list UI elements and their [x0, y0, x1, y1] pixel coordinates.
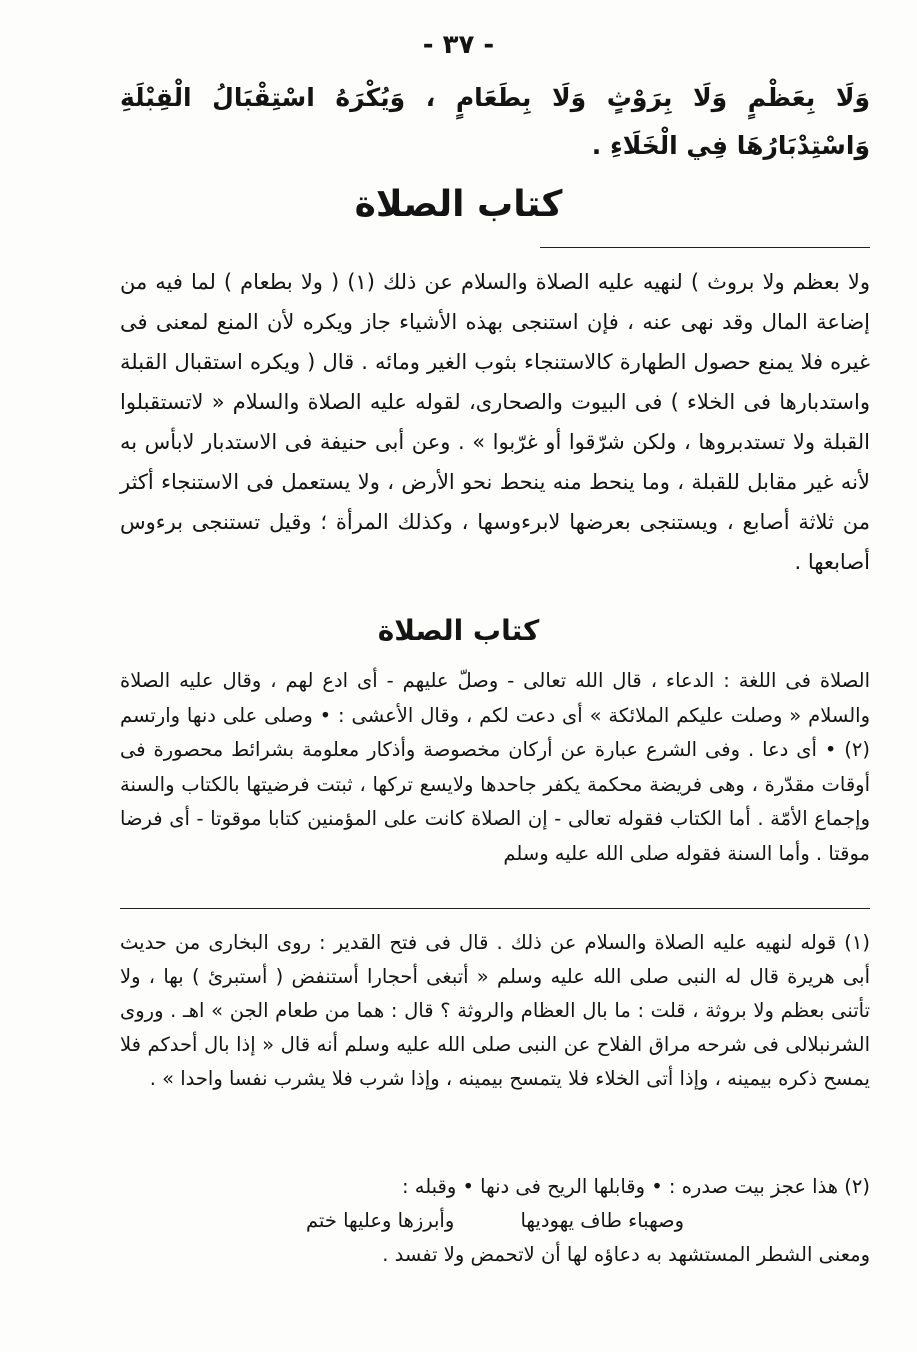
footnote-2-closing: ومعنى الشطر المستشهد به دعاؤه لها أن لاتحمض ولا تفسد . — [382, 1243, 870, 1266]
poetry-verse — [120, 1204, 870, 1238]
commentary-paragraph-2: الصلاة فى اللغة : الدعاء ، قال الله تعالى - وصلّ عليهم - أى ادع لهم ، وقال عليه الصلاة والسلام « وصلت عليكم الملائكة » أى دعت لكم ، وقال الأعشى : • وصلى على دنها وارتسم (٢) • أى دعا . وفى الشرع عبارة عن أركان مخصوصة وأذكار معلومة بشرائط محصورة فى أوقات مقدّرة ، وهى فريضة محكمة يكفر جاحدها ولايسع تركها ، ثبتت فرضيتها بالكتاب والسنة وإجماع الأمّة . أما الكتاب فقوله تعالى - إن الصلاة كانت على المؤمنين كتابا موقوتا - أى فرضا موقتا . وأما السنة فقوله صلى الله عليه وسلم — [120, 669, 870, 865]
section-title: كتاب الصلاة — [377, 614, 540, 647]
book-title: كتاب الصلاة — [354, 184, 563, 225]
footnote-1: (١) قوله لنهيه عليه الصلاة والسلام عن ذلك . قال فى فتح القدير : روى البخارى من حديث أبى هريرة قال له النبى صلى الله عليه وسلم « أتبغى أحجارا أستنفض ( أستبرئ ) بها ، ولا تأتنى بعظم ولا بروثة ، قلت : ما بال العظام والروثة ؟ قال : هما من طعام الجن » اهـ . وروى الشرنبلالى فى شرحه مراق الفلاح عن النبى صلى الله عليه وسلم أنه قال « إذا بال أحدكم فلا يمسح ذكره بيمينه ، وإذا أتى الخلاء فلا يتمسح بيمينه ، وإذا شرب فلا يشرب نفسا واحدا » . — [120, 931, 870, 1090]
footnote-divider — [120, 908, 870, 909]
footnote-2-intro: (٢) هذا عجز بيت صدره : • وقابلها الريح فى دنها • وقبله : — [401, 1175, 870, 1198]
divider-top — [540, 247, 870, 248]
main-text: وَلَا بِعَظْمٍ وَلَا بِرَوْثٍ وَلَا بِطَعَامٍ ، وَيُكْرَهُ اسْتِقْبَالُ الْقِبْلَةِ وَاسْتِدْبَارُهَا فِي الْخَلَاءِ . — [120, 83, 870, 160]
verse-hemistich-1: وصهباء طاف يهوديها — [520, 1209, 685, 1232]
footnote-2 — [120, 1170, 870, 1272]
page-number: - ٣٧ - — [422, 30, 495, 60]
verse-hemistich-2: وأبرزها وعليها ختم — [305, 1209, 455, 1232]
commentary-paragraph-1: ولا بعظم ولا بروث ) لنهيه عليه الصلاة والسلام عن ذلك (١) ( ولا بطعام ) لما فيه من إضاعة المال وقد نهى عنه ، فإن استنجى بهذه الأشياء جاز ويكره لأن المنع لمعنى فى غيره فلا يمنع حصول الطهارة كالاستنجاء بثوب الغير ومائه . قال ( ويكره استقبال القبلة واستدبارها فى الخلاء ) فى البيوت والصحارى، لقوله عليه الصلاة والسلام « لاتستقبلوا القبلة ولا تستدبروها ، ولكن شرّقوا أو غرّبوا » . وعن أبى حنيفة فى الاستدبار لابأس به لأنه غير مقابل للقبلة ، وما ينحط منه ينحط نحو الأرض ، ولا يستعمل فى الاستنجاء أكثر من ثلاثة أصابع ، ويستنجى بعرضها لابرءوسها ، وكذلك المرأة ؛ وقيل تستنجى برءوس أصابعها . — [120, 270, 870, 574]
